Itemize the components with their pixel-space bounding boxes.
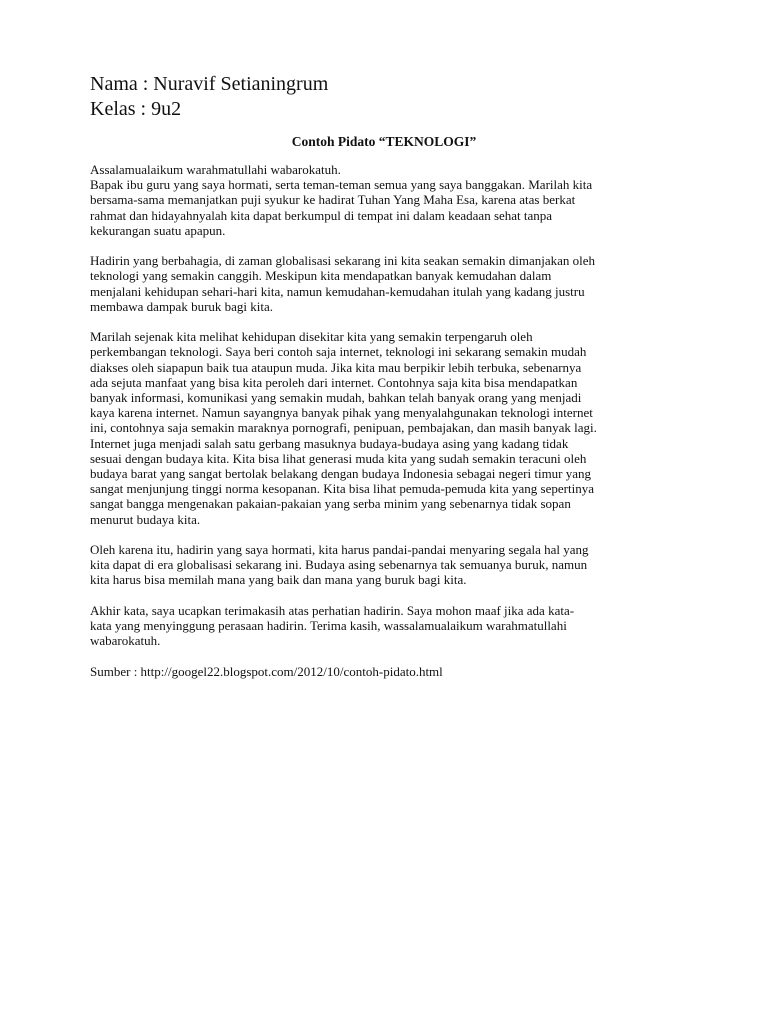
paragraph-spacer xyxy=(90,527,680,542)
paragraph-line: Bapak ibu guru yang saya hormati, serta teman-teman semua yang saya banggakan. Marilah kita xyxy=(90,177,593,193)
paragraph-line: Assalamualaikum warahmatullahi wabarokatuh. xyxy=(90,162,341,177)
student-class: Kelas : 9u2 xyxy=(90,98,182,120)
paragraph-internet xyxy=(90,329,680,527)
paragraph-line: kita dapat di era globalisasi sekarang ini. Budaya asing sebenarnya tak semuanya buruk, namun xyxy=(90,557,588,573)
paragraph-filtering xyxy=(90,542,680,588)
paragraph-line: banyak informasi, komunikasi yang semakin mudah, bahkan telah banyak orang yang menjadi xyxy=(90,390,582,406)
paragraph-line: Akhir kata, saya ucapkan terimakasih atas perhatian hadirin. Saya mohon maaf jika ada kata- xyxy=(90,602,575,618)
paragraph-line: menurut budaya kita. xyxy=(90,511,201,527)
paragraph-line: wabarokatuh. xyxy=(90,633,161,649)
paragraph-line: ini, contohnya saja semakin maraknya pornografi, penipuan, pembajakan, dan masih banyak lagi. xyxy=(90,420,597,436)
paragraph-closing xyxy=(90,603,680,649)
paragraph-spacer xyxy=(90,238,680,253)
speech-body xyxy=(90,162,680,679)
document-header xyxy=(90,72,328,122)
paragraph-line: teknologi yang semakin canggih. Meskipun kita mendapatkan banyak kemudahan dalam xyxy=(90,268,552,284)
paragraph-line: Hadirin yang berbahagia, di zaman globalisasi sekarang ini kita seakan semakin dimanjakan oleh xyxy=(90,253,596,269)
paragraph-line: kaya karena internet. Namun sayangnya banyak pihak yang menyalahgunakan teknologi internet xyxy=(90,405,593,421)
paragraph-line: sangat bangga mengenakan pakaian-pakaian yang serba minim yang sebenarnya tidak sopan xyxy=(90,496,571,512)
student-name: Nama : Nuravif Setianingrum xyxy=(90,73,329,95)
source-citation: Sumber : http://googel22.blogspot.com/2012/10/contoh-pidato.html xyxy=(90,663,443,679)
paragraph-line: budaya barat yang sangat bertolak belakang dengan budaya Indonesia sebagai negeri timur yang xyxy=(90,466,592,482)
paragraph-globalization xyxy=(90,253,680,314)
paragraph-line: membawa dampak buruk bagi kita. xyxy=(90,298,274,314)
paragraph-line: kekurangan suatu apapun. xyxy=(90,222,226,238)
paragraph-spacer xyxy=(90,588,680,603)
paragraph-spacer xyxy=(90,648,680,663)
paragraph-opening xyxy=(90,162,680,238)
paragraph-line: sangat menjunjung tinggi norma kesopanan. Kita bisa lihat pemuda-pemuda kita yang sepertinya xyxy=(90,481,594,497)
paragraph-line: kita harus bisa memilah mana yang baik dan mana yang buruk bagi kita. xyxy=(90,572,467,588)
paragraph-spacer xyxy=(90,314,680,329)
paragraph-line: diakses oleh siapapun baik tua ataupun muda. Jika kita mau berpikir lebih terbuka, sebenarnya xyxy=(90,359,582,375)
paragraph-line: ada sejuta manfaat yang bisa kita peroleh dari internet. Contohnya saja kita bisa mendapatkan xyxy=(90,374,578,390)
paragraph-line: Internet juga menjadi salah satu gerbang masuknya budaya-budaya asing yang kadang tidak xyxy=(90,435,569,451)
paragraph-line: sesuai dengan budaya kita. Kita bisa lihat generasi muda kita yang sudah semakin teracuni oleh xyxy=(90,450,587,466)
document-title: Contoh Pidato “TEKNOLOGI” xyxy=(291,134,477,149)
paragraph-line: perkembangan teknologi. Saya beri contoh saja internet, teknologi ini sekarang semakin mudah xyxy=(90,344,587,360)
paragraph-line: rahmat dan hidayahnyalah kita dapat berkumpul di tempat ini dalam keadaan sehat tanpa xyxy=(90,207,553,223)
paragraph-line: Marilah sejenak kita melihat kehidupan disekitar kita yang semakin terpengaruh oleh xyxy=(90,329,533,345)
paragraph-line: bersama-sama memanjatkan puji syukur ke hadirat Tuhan Yang Maha Esa, karena atas berkat xyxy=(90,192,576,208)
paragraph-line: kata yang menyinggung perasaan hadirin. Terima kasih, wassalamualaikum warahmatullahi xyxy=(90,618,567,634)
paragraph-line: Oleh karena itu, hadirin yang saya hormati, kita harus pandai-pandai menyaring segala hal yang xyxy=(90,542,589,558)
paragraph-line: menjalani kehidupan sehari-hari kita, namun kemudahan-kemudahan itulah yang kadang justru xyxy=(90,283,585,299)
